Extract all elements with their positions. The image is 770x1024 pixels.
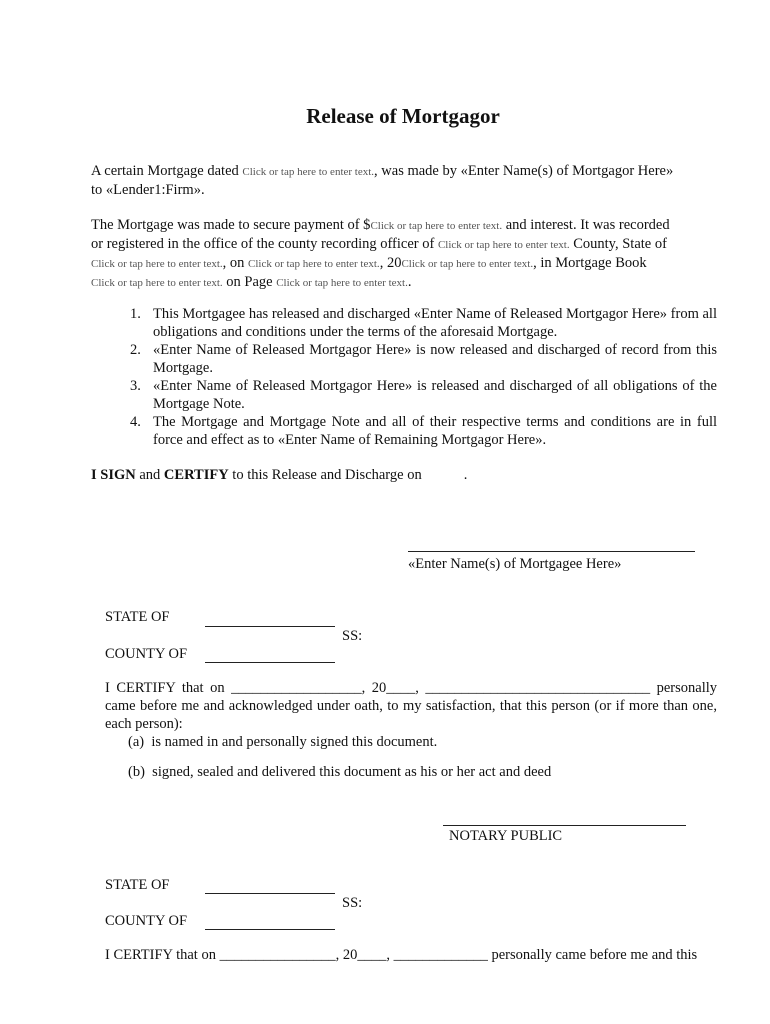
mortgage-intro-paragraph (91, 162, 717, 199)
mortgagee-name-label: «Enter Name(s) of Mortgagee Here» (408, 556, 622, 572)
state-blank-field[interactable] (205, 876, 335, 894)
list-number: 4. (130, 414, 141, 430)
release-terms-list (91, 305, 717, 449)
item-text: signed, sealed and delivered this document as his or her act and deed (152, 764, 552, 780)
notary-certify-paragraph: I CERTIFY that on __________________, 20____, _______________________________ personally came before me and acknowledged under oath, to my satisfaction, that this person (or if more than one, each person): (105, 680, 717, 732)
list-number: 1. (130, 306, 141, 322)
state-of-label: STATE OF (105, 877, 170, 893)
list-item-text: The Mortgage and Mortgage Note and all of their respective terms and conditions are in full force and effect as to «Enter Name of Remaining Mortgagor Here». (153, 414, 717, 448)
county-blank-field[interactable] (205, 645, 335, 663)
sign-period: . (463, 467, 468, 483)
list-item (91, 305, 717, 341)
county-blank-field[interactable] (205, 912, 335, 930)
payment-text: , in Mortgage Book (533, 255, 647, 271)
ss-label: SS: (342, 895, 363, 911)
payment-text: on Page (222, 274, 277, 290)
notary-certify-paragraph: I CERTIFY that on ________________, 20____, _____________ personally came before me and this (105, 947, 698, 963)
county-of-label: COUNTY OF (105, 646, 188, 662)
list-item-text: This Mortgagee has released and discharged «Enter Name of Released Mortgagor Here» from all obligations and conditions under the terms of the aforesaid Mortgage. (153, 306, 717, 340)
mortgage-date-field[interactable]: Click or tap here to enter text. (242, 166, 375, 178)
mortgage-payment-paragraph (91, 216, 717, 292)
payment-text: , 20 (379, 255, 402, 271)
page-field[interactable]: Click or tap here to enter text. (276, 277, 408, 289)
notary-item-a (128, 733, 728, 751)
list-number: 2. (130, 342, 141, 358)
ss-label: SS: (342, 628, 363, 644)
list-item (91, 377, 717, 413)
intro-text: to «Lender1:Firm». (91, 182, 205, 198)
record-date-field[interactable]: Click or tap here to enter text. (248, 258, 380, 270)
sign-bold: I SIGN (91, 467, 136, 483)
payment-text: or registered in the office of the county recording officer of (91, 236, 438, 252)
list-item-text: «Enter Name of Released Mortgagor Here» is now released and discharged of record from this Mortgage. (153, 342, 717, 376)
payment-text: . (407, 274, 412, 290)
sign-text: to this Release and Discharge on (228, 467, 422, 483)
item-label: (b) (128, 764, 145, 780)
payment-text: The Mortgage was made to secure payment of $ (91, 217, 371, 233)
mortgagee-signature-line[interactable] (408, 551, 695, 552)
intro-text: , was made by «Enter Name(s) of Mortgagor Here» (374, 163, 674, 179)
payment-text: County, State of (569, 236, 667, 252)
county-of-label: COUNTY OF (105, 913, 188, 929)
list-item (91, 341, 717, 377)
sign-certify-line (91, 466, 717, 484)
state-of-label: STATE OF (105, 609, 170, 625)
item-label: (a) (128, 734, 145, 750)
list-item-text: «Enter Name of Released Mortgagor Here» is released and discharged of all obligations of the Mortgage Note. (153, 378, 717, 412)
item-text: is named in and personally signed this document. (151, 734, 438, 750)
payment-text: , on (222, 255, 249, 271)
list-item (91, 413, 717, 449)
document-title: Release of Mortgagor (306, 104, 500, 128)
payment-amount-field[interactable]: Click or tap here to enter text. (370, 220, 503, 232)
notary-public-label: NOTARY PUBLIC (449, 828, 563, 844)
state-field[interactable]: Click or tap here to enter text. (91, 258, 223, 270)
notary-signature-line[interactable] (443, 825, 686, 826)
certify-bold: CERTIFY (163, 467, 229, 483)
record-year-field[interactable]: Click or tap here to enter text. (401, 258, 534, 270)
county-field[interactable]: Click or tap here to enter text. (437, 239, 570, 251)
list-number: 3. (130, 378, 141, 394)
notary-item-b (128, 763, 728, 781)
payment-text: and interest. It was recorded (502, 217, 670, 233)
mortgage-book-field[interactable]: Click or tap here to enter text. (91, 277, 223, 289)
sign-text: and (135, 467, 164, 483)
state-blank-field[interactable] (205, 609, 335, 627)
intro-text: A certain Mortgage dated (91, 163, 243, 179)
